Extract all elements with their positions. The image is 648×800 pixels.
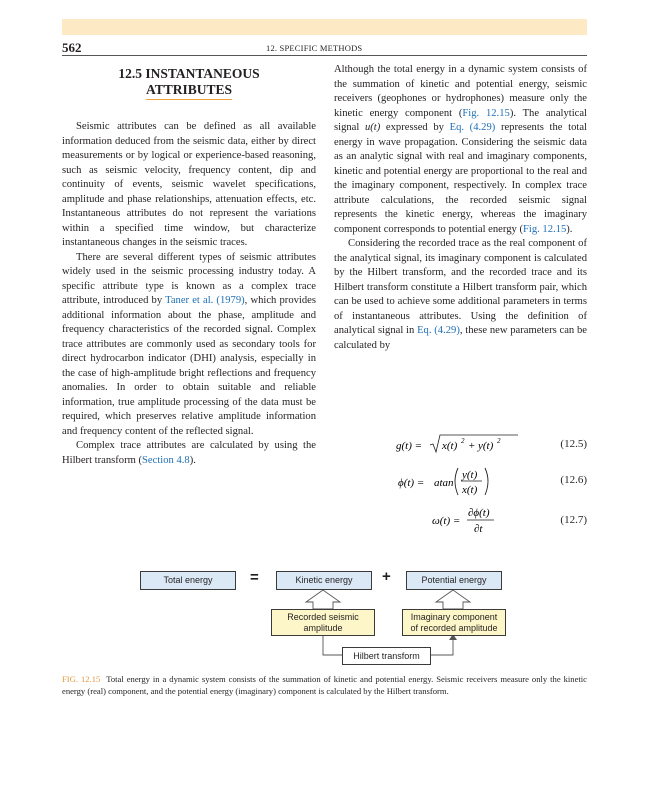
section-heading-line1: 12.5 INSTANTANEOUS	[118, 66, 260, 81]
equals-sign: =	[250, 569, 259, 586]
potential-energy-box: Potential energy	[406, 571, 502, 590]
connector-right	[430, 639, 453, 655]
recorded-seismic-box	[271, 609, 375, 636]
running-head: 12. SPECIFIC METHODS	[266, 43, 363, 53]
arrow-up-potential	[436, 590, 470, 609]
left-p2-text-a: There are several different types of seismic attributes widely used in the seismic processing industry today. A specific attribute type is known as a complex trace attribute, introduced by	[62, 251, 316, 306]
imaginary-line-2: of recorded amplitude	[410, 622, 498, 633]
left-paragraph-1: Seismic attributes can be defined as all available information deduced from the seismic data, either by direct measurements or by logical or experience-based reasoning, such as seismic velocity, frequency content, dip and continuity of events, seismic wavelet specifications, amplitude and phase relationships, attenuation effects, etc. Instantaneous attributes do not represent the variations within a specified time window, but characterize instantaneous changes in the seismic traces.	[62, 121, 316, 248]
imaginary-component-box	[402, 609, 506, 636]
imaginary-line-1: Imaginary component	[410, 611, 498, 622]
kinetic-energy-box: Kinetic energy	[276, 571, 372, 590]
right-p1-text-b: ). The analytical signal	[334, 107, 587, 133]
svg-text:+: +	[468, 440, 476, 452]
connector-left	[323, 635, 342, 655]
fig-12-15-link-2[interactable]: Fig. 12.15	[522, 223, 567, 235]
section-heading-line2: ATTRIBUTES	[146, 82, 232, 100]
hilbert-transform-box: Hilbert transform	[342, 647, 431, 665]
left-p2-text-b: , which provides additional information about the phase, amplitude and frequency characteristics of the recorded signal. Complex trace attributes are commonly used as secondary tools for direct hydrocarbon indicator (DHI) analysis, especially in the case of high-amplitude bright reflections and frequency anomalies. In order to obtain suitable and reliable information, true amplitude processing of the data must be required, which preserves relative amplitude information and frequency content of the reflected signal.	[62, 295, 316, 437]
svg-text:2: 2	[497, 437, 501, 445]
eq-4-29-link-2[interactable]: Eq. (4.29)	[417, 325, 460, 336]
total-energy-box: Total energy	[140, 571, 236, 590]
svg-text:y(t): y(t)	[462, 469, 478, 481]
eq-4-29-link-1[interactable]: Eq. (4.29)	[449, 122, 496, 133]
section-4-8-link[interactable]: Section 4.8	[142, 454, 190, 466]
svg-text:g(t) =: g(t) =	[396, 440, 423, 452]
svg-text:ϕ(t) =: ϕ(t) =	[398, 477, 425, 489]
arrow-up-kinetic	[306, 590, 340, 609]
svg-text:atan: atan	[434, 477, 454, 489]
caption-label: FIG. 12.15	[62, 674, 101, 684]
recorded-line-1: Recorded seismic	[287, 611, 359, 622]
equation-number-12-7: (12.7)	[560, 514, 587, 526]
right-p1-text-a: Although the total energy in a dynamic system consists of the summation of kinetic and potential energy, seismic receivers (geophones or hydrophones) measure only the kinetic energy component (	[334, 64, 587, 119]
taner-reference-link[interactable]: Taner et al. (1979)	[165, 295, 245, 306]
svg-text:∂ϕ(t): ∂ϕ(t)	[468, 507, 490, 519]
svg-text:x(t): x(t)	[462, 484, 478, 496]
svg-text:ω(t) =: ω(t) =	[432, 515, 461, 527]
left-p3-text-b: ).	[189, 454, 196, 466]
right-p1-text-e: ).	[566, 223, 573, 235]
equation-number-12-6: (12.6)	[560, 474, 587, 486]
right-p2-text-a: Considering the recorded trace as the real component of the analytical signal, its imaginary component is calculated by the Hilbert transform, and the recorded trace and its Hilbert transform constitute a Hilbert transform pair, which can be used to achieve some additional parameters in terms of instantaneous attributes. Using the definition of analytical signal in	[334, 238, 587, 336]
fig-12-15-link-1[interactable]: Fig. 12.15	[462, 107, 510, 119]
right-p1-text-d: represents the total energy in wave propagation. Considering the seismic data as an analytic signal with real and imaginary components, kinetic and potential energy are proportional to the real and the imaginary component, respectively. In complex trace attribute calculations, the recorded seismic signal represents the kinetic energy, whereas the imaginary component corresponds to potential energy (	[334, 122, 587, 235]
svg-text:2: 2	[461, 437, 465, 445]
right-p1-text-c: expressed by	[380, 122, 450, 133]
plus-sign: +	[382, 568, 391, 585]
left-p3-text-a: Complex trace attributes are calculated by using the Hilbert transform (	[62, 440, 316, 466]
recorded-line-2: amplitude	[303, 622, 343, 633]
equation-number-12-5: (12.5)	[560, 438, 587, 450]
svg-text:∂t: ∂t	[474, 523, 483, 535]
svg-text:x(t): x(t)	[442, 440, 458, 452]
figure-caption	[62, 673, 587, 697]
svg-text:y(t): y(t)	[478, 440, 494, 452]
right-p2-text-b: , these new parameters can be calculated by	[334, 325, 587, 351]
caption-text: Total energy in a dynamic system consists of the summation of kinetic and potential energy. Seismic receivers measure only the kinetic energy (real) component, and the potential energy (imaginary) component is calculated by the Hilbert transform.	[62, 674, 587, 696]
analytic-signal-var: u(t)	[364, 122, 381, 133]
page-number: 562	[62, 40, 82, 55]
